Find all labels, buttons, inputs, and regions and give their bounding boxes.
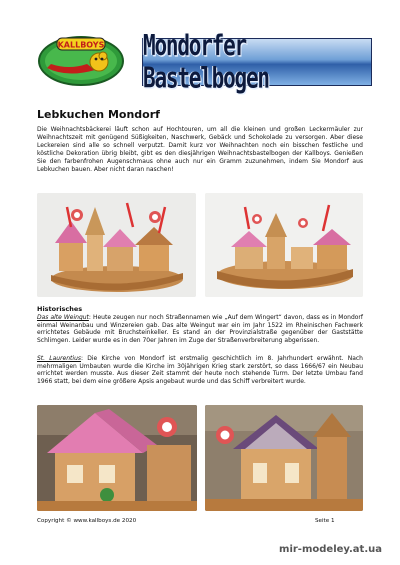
photo-gingerbread-village-back: [205, 193, 363, 297]
paragraph-text: : Die Kirche von Mondorf ist erstmalig geschichtlich im 8. Jahrhundert erwähnt. Nach mehrmaligen Umbauten wurde die Kirche im 30jährigen Krieg stark zerstört, so dass 1666/67 ein Neubau errichtet werden musste. Aus dieser Zeit stammt der heute noch stehende Turm. Der letzte Umbau fand 1966 statt, bei dem eine größere Apsis angebaut wurde und das Schiff verbreitert wurde.: [37, 355, 363, 385]
intro-paragraph: Die Weihnachtsbäckerei läuft schon auf Hochtouren, um all die kleinen und großen Leckermäuler zur Weihnachtszeit mit genügend Süßigkeiten, Naschwerk, Gebäck und Schokolade zu versorgen. Aber diese Leckereien sind alle so schnell verputzt. Damit kurz vor Weihnachten noch ein bisschen festliche und köstliche Dekoration übrig bleibt, gibt es den diesjährigen Weihnachtsbastelbogen der Kallboys. Genießen Sie den farbenfrohen Augenschmaus ohne auch nur ein Gramm zuzunehmen, indem Sie Mondorf aus Lebkuchen bauen. Aber nicht daran naschen!: [37, 126, 363, 174]
paragraph-lead: Das alte Weingut: [37, 314, 89, 321]
kallboys-logo: [37, 34, 125, 88]
paragraph-laurentius: [37, 355, 363, 385]
article-title: Lebkuchen Mondorf: [37, 108, 160, 121]
watermark: mir-modeley.at.ua: [279, 544, 382, 555]
paragraph-lead: St. Laurentius: [37, 355, 81, 362]
banner: [142, 29, 372, 95]
paragraph-weingut: [37, 314, 363, 344]
photo-gingerbread-church-closeup: [205, 405, 363, 511]
section-heading: Historisches: [37, 305, 83, 313]
photo-gingerbread-house-closeup: [37, 405, 197, 511]
page-number: Seite 1: [315, 518, 335, 524]
banner-title: Mondorfer Bastelbogen: [143, 29, 269, 95]
copyright: Copyright © www.kallboys.de 2020: [37, 518, 137, 524]
logo-text: KALLBOYS: [57, 40, 105, 50]
paragraph-text: : Heute zeugen nur noch Straßennamen wie „Auf dem Wingert“ davon, dass es in Mondorf einmal Weinanbau und Winzereien gab. Das alte Weingut war ein im Jahr 1522 im Rheinischen Fachwerk errichtetes Gebäude mit Bruchsteinkeller. Es stand an der Provinzialstraße gegenüber der Gaststätte Schlimgen. Leider wurde es in den 70er Jahren im Zuge der Straßenverbreiterung abgerissen.: [37, 314, 363, 344]
photo-gingerbread-village-front: [37, 193, 196, 297]
